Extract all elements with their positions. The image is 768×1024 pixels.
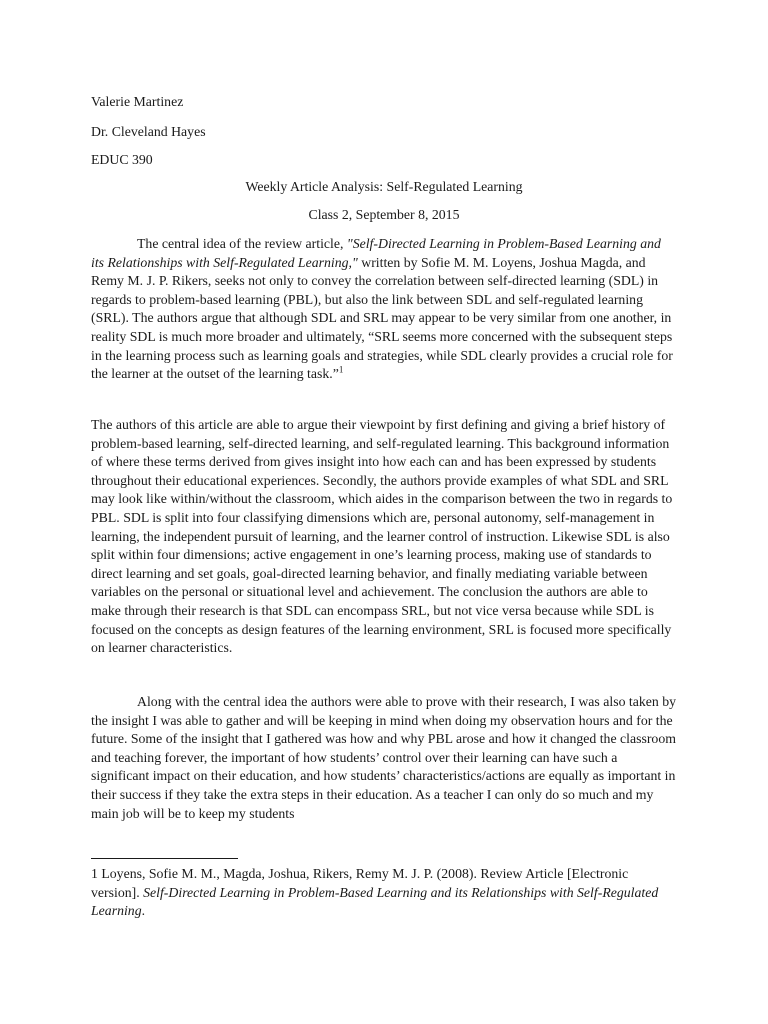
footnote xyxy=(91,865,677,921)
course-code: EDUC 390 xyxy=(91,152,153,167)
footnote-article-title: Self-Directed Learning in Problem-Based Learning and its Relationships with Self-Regulated Learning xyxy=(91,884,659,919)
document-date: Class 2, September 8, 2015 xyxy=(308,207,460,222)
paragraph-1-lead: The central idea of the review article, xyxy=(137,236,347,251)
footnote-citation: 1 Loyens, Sofie M. M., Magda, Joshua, Rikers, Remy M. J. P. (2008). Review Article [Electronic version]. xyxy=(91,866,629,900)
instructor-name: Dr. Cleveland Hayes xyxy=(91,124,206,139)
article-title: "Self-Directed Learning in Problem-Based Learning and its Relationships with Self-Regulated Learning," xyxy=(91,236,661,270)
paragraph-1 xyxy=(91,235,677,384)
footnote-separator xyxy=(91,858,238,859)
author-name: Valerie Martinez xyxy=(91,94,184,109)
footnote-reference: 1 xyxy=(338,364,344,375)
document-title: Weekly Article Analysis: Self-Regulated Learning xyxy=(245,179,523,194)
footnote-end: . xyxy=(141,903,146,919)
paragraph-1-body: written by Sofie M. M. Loyens, Joshua Magda, and Remy M. J. P. Rikers, seeks not only to convey the correlation between self-directed learning (SDL) in regards to problem-based learning (PBL), but also the link between SDL and self-regulated learning (SRL). The authors argue that although SDL and SRL may appear to be very similar from one another, in reality SDL is much more broader and ultimately, “SRL seems more concerned with the subsequent steps in the learning process such as learning goals and strategies, while SDL clearly provides a crucial role for the learner at the outset of the learning task.” xyxy=(91,254,673,382)
paragraph-3: Along with the central idea the authors were able to prove with their research, I was also taken by the insight I was able to gather and will be keeping in mind when doing my observation hours and for the future. Some of the insight that I gathered was how and why PBL arose and how it changed the classroom and teaching forever, the important of how students’ control over their learning can have such a significant impact on their education, and how students’ characteristics/actions are equally as important in their success if they take the extra steps in their education. As a teacher I can only do so much and my main job will be to keep my students xyxy=(91,694,677,821)
paragraph-2: The authors of this article are able to argue their viewpoint by first defining and giving a brief history of problem-based learning, self-directed learning, and self-regulated learning. This background information of where these terms derived from gives insight into how each can and has been expressed by students throughout their educational experiences. Secondly, the authors provide examples of what SDL and SRL may look like within/without the classroom, which aides in the comparison between the two in regards to PBL. SDL is split into four classifying dimensions which are, personal autonomy, self-management in learning, the independent pursuit of learning, and the learner control of instruction. Likewise SDL is also split within four dimensions; active engagement in one’s learning process, making use of standards to direct learning and set goals, goal-directed learning behavior, and finally mediating variable between variables on the personal or situational level and achievement. The conclusion the authors are able to make through their research is that SDL can encompass SRL, but not vice versa because while SDL is focused on the concepts as design features of the learning environment, SRL is focused more specifically on learner characteristics. xyxy=(91,417,673,656)
